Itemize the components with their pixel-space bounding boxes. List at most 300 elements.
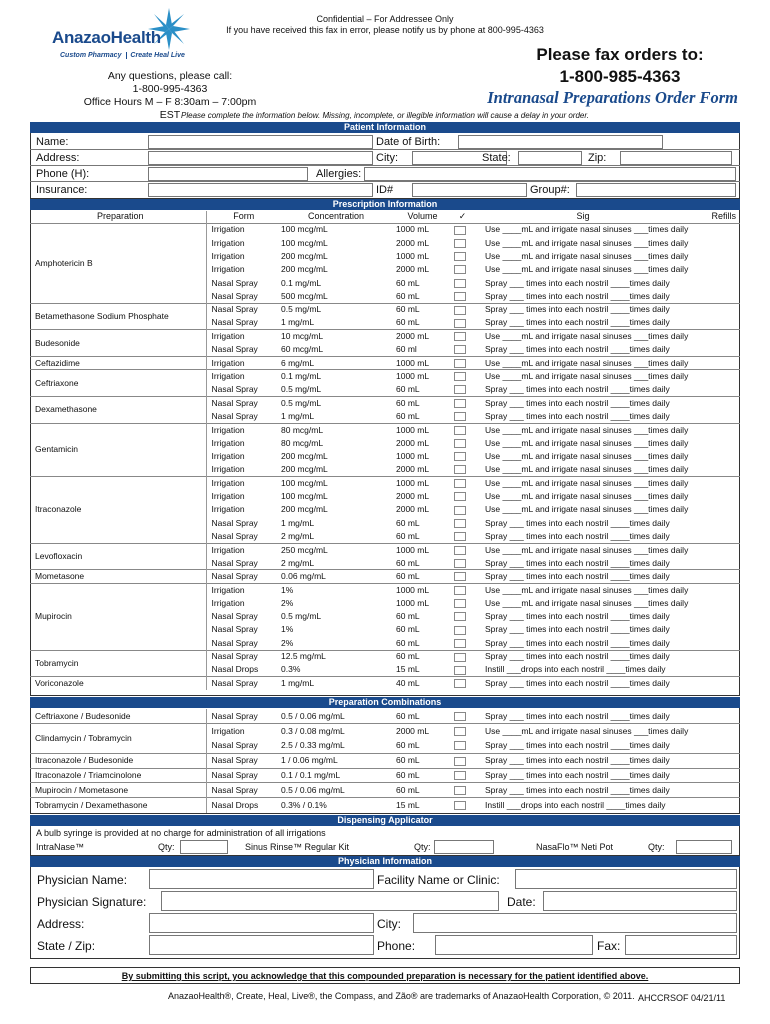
- refills-cell[interactable]: [690, 423, 740, 436]
- concentration-cell: 0.1 mg/mL: [281, 371, 322, 382]
- form-cell: Irrigation: [211, 491, 245, 502]
- instructions: Please complete the information below. Missing, incomplete, or illegible information will cause a delay in your order.: [181, 111, 589, 120]
- select-checkbox-cell: [449, 223, 471, 236]
- physician-address-field[interactable]: [149, 913, 374, 933]
- sig-cell[interactable]: Spray ___ times into each nostril ____times daily: [485, 710, 670, 721]
- preparation-name: Levofloxacin: [30, 543, 206, 570]
- select-checkbox[interactable]: [454, 265, 466, 274]
- table-row: [30, 677, 740, 690]
- select-checkbox-cell: [449, 490, 471, 503]
- dispensing-items: IntraNase™ Qty: Sinus Rinse™ Regular Kit Qty: NasaFlo™ Neti Pot Qty:: [30, 840, 740, 855]
- select-checkbox-cell: [449, 583, 471, 596]
- patient-address-field[interactable]: [148, 151, 373, 165]
- refills-cell[interactable]: [690, 383, 740, 396]
- volume-cell: 60 mL: [396, 710, 420, 721]
- select-checkbox[interactable]: [454, 226, 466, 235]
- refills-cell[interactable]: [690, 410, 740, 423]
- sig-cell[interactable]: Use ____mL and irrigate nasal sinuses ___times daily: [485, 584, 689, 595]
- sinus-rinse-qty[interactable]: [434, 840, 494, 854]
- form-cell: Irrigation: [211, 264, 245, 275]
- sig-cell[interactable]: Spray ___ times into each nostril ____times daily: [485, 678, 670, 689]
- concentration-cell: 0.3 / 0.08 mg/mL: [281, 725, 345, 736]
- patient-state-field[interactable]: [518, 151, 582, 165]
- refills-cell[interactable]: [690, 223, 740, 236]
- concentration-cell: 6 mg/mL: [281, 357, 315, 368]
- refills-cell[interactable]: [690, 530, 740, 543]
- sig-cell[interactable]: Spray ___ times into each nostril ____times daily: [485, 624, 670, 635]
- refills-cell[interactable]: [690, 290, 740, 303]
- select-checkbox[interactable]: [454, 519, 466, 528]
- table-row: [30, 650, 740, 663]
- sig-cell[interactable]: Use ____mL and irrigate nasal sinuses ___times daily: [485, 357, 689, 368]
- select-checkbox[interactable]: [454, 439, 466, 448]
- select-checkbox[interactable]: [454, 653, 466, 662]
- sig-cell[interactable]: Spray ___ times into each nostril ____times daily: [485, 344, 670, 355]
- intranase-qty[interactable]: [180, 840, 228, 854]
- acknowledgement: By submitting this script, you acknowledge that this compounded preparation is necessary for the patient identified above.: [30, 967, 740, 984]
- select-checkbox-cell: [449, 783, 471, 798]
- sig-cell[interactable]: Spray ___ times into each nostril ____times daily: [485, 530, 670, 541]
- refills-cell[interactable]: [690, 637, 740, 650]
- sig-cell[interactable]: Spray ___ times into each nostril ____times daily: [485, 517, 670, 528]
- table-row: [30, 768, 740, 783]
- select-checkbox[interactable]: [454, 612, 466, 621]
- col-form: Form: [233, 211, 255, 222]
- refills-cell[interactable]: [690, 583, 740, 596]
- form-cell: Nasal Drops: [211, 664, 259, 675]
- concentration-cell: 0.5 / 0.06 mg/mL: [281, 784, 345, 795]
- concentration-cell: 0.5 mg/mL: [281, 611, 322, 622]
- refills-cell[interactable]: [690, 610, 740, 623]
- concentration-cell: 2 mg/mL: [281, 557, 315, 568]
- form-cell: Irrigation: [211, 371, 245, 382]
- patient-name-field[interactable]: [148, 135, 373, 149]
- volume-cell: 2000 mL: [396, 331, 430, 342]
- insurance-field[interactable]: [148, 183, 373, 197]
- table-row: [30, 477, 740, 490]
- form-cell: Nasal Spray: [211, 637, 258, 648]
- dispensing-band: Dispensing Applicator: [30, 815, 740, 826]
- refills-cell[interactable]: [690, 650, 740, 663]
- select-checkbox-cell: [449, 410, 471, 423]
- concentration-cell: 1 mg/mL: [281, 517, 315, 528]
- concentration-cell: 1 mg/mL: [281, 678, 315, 689]
- volume-cell: 1000 mL: [396, 424, 430, 435]
- table-row: [30, 709, 740, 724]
- sig-cell[interactable]: Spray ___ times into each nostril ____times daily: [485, 557, 670, 568]
- refills-cell[interactable]: [690, 370, 740, 383]
- bulb-syringe-note: A bulb syringe is provided at no charge for administration of all irrigations: [36, 828, 326, 838]
- sig-cell[interactable]: Use ____mL and irrigate nasal sinuses ___times daily: [485, 544, 689, 555]
- form-cell: Nasal Spray: [211, 624, 258, 635]
- dob-field[interactable]: [458, 135, 663, 149]
- volume-cell: 1000 mL: [396, 477, 430, 488]
- refills-cell[interactable]: [690, 343, 740, 356]
- select-checkbox[interactable]: [454, 399, 466, 408]
- physician-signature-field[interactable]: [161, 891, 499, 911]
- select-checkbox-cell: [449, 290, 471, 303]
- concentration-cell: 0.5 / 0.06 mg/mL: [281, 710, 345, 721]
- prescription-info-band: Prescription Information: [30, 199, 740, 210]
- sig-cell[interactable]: Use ____mL and irrigate nasal sinuses ___times daily: [485, 597, 689, 608]
- preparation-name: Clindamycin / Tobramycin: [30, 724, 206, 754]
- refills-cell[interactable]: [690, 437, 740, 450]
- fax-orders: Please fax orders to: 1-800-985-4363: [536, 45, 704, 86]
- concentration-cell: 100 mcg/mL: [281, 237, 328, 248]
- refills-cell[interactable]: [690, 570, 740, 583]
- refills-cell[interactable]: [690, 263, 740, 276]
- table-row: [30, 330, 740, 343]
- sig-cell[interactable]: Spray ___ times into each nostril ____times daily: [485, 755, 670, 766]
- volume-cell: 15 mL: [396, 799, 420, 810]
- sig-cell[interactable]: Spray ___ times into each nostril ____times daily: [485, 784, 670, 795]
- form-cell: Nasal Spray: [211, 304, 258, 315]
- select-checkbox-cell: [449, 343, 471, 356]
- table-row: [30, 543, 740, 556]
- select-checkbox[interactable]: [454, 412, 466, 421]
- preparation-name: Voriconazole: [30, 677, 206, 690]
- volume-cell: 60 mL: [396, 557, 420, 568]
- select-checkbox-cell: [449, 250, 471, 263]
- sig-cell[interactable]: Spray ___ times into each nostril ____times daily: [485, 611, 670, 622]
- patient-zip-field[interactable]: [620, 151, 732, 165]
- select-checkbox-cell: [449, 316, 471, 329]
- select-checkbox[interactable]: [454, 279, 466, 288]
- volume-cell: 60 mL: [396, 651, 420, 662]
- volume-cell: 60 mL: [396, 571, 420, 582]
- refills-cell[interactable]: [690, 330, 740, 343]
- select-checkbox-cell: [449, 423, 471, 436]
- refills-cell[interactable]: [690, 623, 740, 636]
- select-checkbox[interactable]: [454, 639, 466, 648]
- select-checkbox[interactable]: [454, 306, 466, 315]
- concentration-cell: 0.5 mg/mL: [281, 397, 322, 408]
- select-checkbox-cell: [449, 263, 471, 276]
- patient-phone-field[interactable]: [148, 167, 308, 181]
- form-cell: Nasal Spray: [211, 611, 258, 622]
- concentration-cell: 1 mg/mL: [281, 410, 315, 421]
- form-cell: Nasal Spray: [211, 344, 258, 355]
- table-row: [30, 753, 740, 768]
- concentration-cell: 12.5 mg/mL: [281, 651, 326, 662]
- sig-cell[interactable]: Use ____mL and irrigate nasal sinuses ___times daily: [485, 371, 689, 382]
- physician-section: Physician Name: Facility Name or Clinic: Physician Signature: Date: Address: City: State / Zip: Phone: Fax:: [30, 867, 740, 959]
- refills-cell[interactable]: [690, 724, 740, 739]
- form-cell: Nasal Spray: [211, 277, 258, 288]
- contact-info: Any questions, please call: 1-800-995-4363 Office Hours M – F 8:30am – 7:00pm EST: [83, 70, 257, 121]
- select-checkbox[interactable]: [454, 492, 466, 501]
- refills-cell[interactable]: [690, 276, 740, 289]
- refills-cell[interactable]: [690, 356, 740, 369]
- concentration-cell: 250 mcg/mL: [281, 544, 328, 555]
- select-checkbox-cell: [449, 450, 471, 463]
- refills-cell[interactable]: [690, 463, 740, 476]
- sig-cell[interactable]: Spray ___ times into each nostril ____times daily: [485, 651, 670, 662]
- refills-cell[interactable]: [690, 677, 740, 690]
- sig-cell[interactable]: Use ____mL and irrigate nasal sinuses ___times daily: [485, 451, 689, 462]
- select-checkbox[interactable]: [454, 426, 466, 435]
- form-cell: Irrigation: [211, 331, 245, 342]
- select-checkbox-cell: [449, 530, 471, 543]
- refills-cell[interactable]: [690, 477, 740, 490]
- physician-state-zip-field[interactable]: [149, 935, 374, 955]
- refills-cell[interactable]: [690, 303, 740, 316]
- select-checkbox[interactable]: [454, 771, 466, 780]
- insurance-id-field[interactable]: [412, 183, 527, 197]
- sig-cell[interactable]: Spray ___ times into each nostril ____times daily: [485, 410, 670, 421]
- preparation-name: Mupirocin: [30, 583, 206, 650]
- sig-cell[interactable]: Use ____mL and irrigate nasal sinuses ___times daily: [485, 331, 689, 342]
- allergies-field[interactable]: [364, 167, 736, 181]
- physician-phone-field[interactable]: [435, 935, 593, 955]
- confidential-notice: Confidential – For Addressee Only If you have received this fax in error, please notify us by phone at 800-995-4363: [226, 14, 544, 35]
- volume-cell: 60 mL: [396, 517, 420, 528]
- select-checkbox[interactable]: [454, 319, 466, 328]
- col-refills: Refills: [711, 211, 736, 222]
- form-cell: Irrigation: [211, 224, 245, 235]
- select-checkbox[interactable]: [454, 786, 466, 795]
- concentration-cell: 500 mcg/mL: [281, 290, 328, 301]
- select-checkbox-cell: [449, 597, 471, 610]
- physician-name-field[interactable]: [149, 869, 374, 889]
- refills-cell[interactable]: [690, 396, 740, 409]
- select-checkbox-cell: [449, 396, 471, 409]
- form-cell: Nasal Spray: [211, 784, 258, 795]
- patient-info-band: Patient Information: [30, 122, 740, 133]
- select-checkbox-cell: [449, 570, 471, 583]
- refills-cell[interactable]: [690, 250, 740, 263]
- refills-cell[interactable]: [690, 543, 740, 556]
- select-checkbox[interactable]: [454, 572, 466, 581]
- preparation-name: Budesonide: [30, 330, 206, 357]
- select-checkbox[interactable]: [454, 479, 466, 488]
- volume-cell: 2000 mL: [396, 491, 430, 502]
- form-cell: Irrigation: [211, 597, 245, 608]
- sig-cell[interactable]: Use ____mL and irrigate nasal sinuses ___times daily: [485, 237, 689, 248]
- select-checkbox[interactable]: [454, 532, 466, 541]
- preparation-name: Itraconazole: [30, 477, 206, 544]
- date-field[interactable]: [543, 891, 737, 911]
- volume-cell: 60 mL: [396, 637, 420, 648]
- form-cell: Nasal Spray: [211, 290, 258, 301]
- select-checkbox[interactable]: [454, 345, 466, 354]
- select-checkbox[interactable]: [454, 359, 466, 368]
- preparation-name: Itraconazole / Triamcinolone: [30, 768, 206, 783]
- volume-cell: 60 mL: [396, 384, 420, 395]
- select-checkbox[interactable]: [454, 599, 466, 608]
- select-checkbox[interactable]: [454, 757, 466, 766]
- select-checkbox-cell: [449, 753, 471, 768]
- volume-cell: 1000 mL: [396, 250, 430, 261]
- select-checkbox[interactable]: [454, 801, 466, 810]
- sig-cell[interactable]: Use ____mL and irrigate nasal sinuses ___times daily: [485, 725, 689, 736]
- form-cell: Nasal Spray: [211, 651, 258, 662]
- physician-city-field[interactable]: [413, 913, 737, 933]
- refills-cell[interactable]: [690, 753, 740, 768]
- concentration-cell: 80 mcg/mL: [281, 437, 324, 448]
- patient-row-4: Insurance: ID# Group#:: [30, 182, 740, 198]
- preparation-name: Ceftriaxone / Budesonide: [30, 709, 206, 724]
- refills-cell[interactable]: [690, 316, 740, 329]
- volume-cell: 15 mL: [396, 664, 420, 675]
- form-cell: Nasal Spray: [211, 517, 258, 528]
- sig-cell[interactable]: Use ____mL and irrigate nasal sinuses ___times daily: [485, 424, 689, 435]
- select-checkbox[interactable]: [454, 626, 466, 635]
- neti-pot-qty[interactable]: [676, 840, 732, 854]
- sig-cell[interactable]: Use ____mL and irrigate nasal sinuses ___times daily: [485, 477, 689, 488]
- select-checkbox-cell: [449, 798, 471, 813]
- sig-cell[interactable]: Spray ___ times into each nostril ____times daily: [485, 277, 670, 288]
- refills-cell[interactable]: [690, 768, 740, 783]
- form-cell: Nasal Spray: [211, 755, 258, 766]
- physician-band: Physician Information: [30, 856, 740, 867]
- volume-cell: 60 mL: [396, 290, 420, 301]
- select-checkbox[interactable]: [454, 559, 466, 568]
- select-checkbox-cell: [449, 517, 471, 530]
- preparation-name: Ceftriaxone: [30, 370, 206, 397]
- concentration-cell: 200 mcg/mL: [281, 451, 328, 462]
- refills-cell[interactable]: [690, 663, 740, 676]
- select-checkbox-cell: [449, 637, 471, 650]
- col-check: ✓: [458, 211, 467, 222]
- concentration-cell: 2 mg/mL: [281, 530, 315, 541]
- facility-field[interactable]: [515, 869, 737, 889]
- refills-cell[interactable]: [690, 450, 740, 463]
- select-checkbox[interactable]: [454, 292, 466, 301]
- select-checkbox-cell: [449, 709, 471, 724]
- preparation-name: Itraconazole / Budesonide: [30, 753, 206, 768]
- physician-fax-field[interactable]: [625, 935, 737, 955]
- sig-cell[interactable]: Spray ___ times into each nostril ____times daily: [485, 384, 670, 395]
- refills-cell[interactable]: [690, 236, 740, 249]
- form-cell: Nasal Spray: [211, 317, 258, 328]
- patient-row-2: Address: City: State: Zip:: [30, 150, 740, 166]
- refills-cell[interactable]: [690, 557, 740, 570]
- select-checkbox-cell: [449, 768, 471, 783]
- select-checkbox-cell: [449, 370, 471, 383]
- sig-cell[interactable]: Use ____mL and irrigate nasal sinuses ___times daily: [485, 224, 689, 235]
- concentration-cell: 0.06 mg/mL: [281, 571, 326, 582]
- select-checkbox-cell: [449, 557, 471, 570]
- table-row: [30, 223, 740, 236]
- col-concentration: Concentration: [307, 211, 365, 222]
- select-checkbox[interactable]: [454, 727, 466, 736]
- table-row: [30, 570, 740, 583]
- form-cell: Nasal Spray: [211, 557, 258, 568]
- sig-cell[interactable]: Spray ___ times into each nostril ____times daily: [485, 637, 670, 648]
- patient-row-3: Phone (H): Allergies:: [30, 166, 740, 182]
- sig-cell[interactable]: Use ____mL and irrigate nasal sinuses ___times daily: [485, 504, 689, 515]
- select-checkbox-cell: [449, 543, 471, 556]
- sig-cell[interactable]: Use ____mL and irrigate nasal sinuses ___times daily: [485, 464, 689, 475]
- refills-cell[interactable]: [690, 517, 740, 530]
- select-checkbox[interactable]: [454, 506, 466, 515]
- sig-cell[interactable]: Use ____mL and irrigate nasal sinuses ___times daily: [485, 437, 689, 448]
- select-checkbox[interactable]: [454, 679, 466, 688]
- sig-cell[interactable]: Use ____mL and irrigate nasal sinuses ___times daily: [485, 250, 689, 261]
- select-checkbox[interactable]: [454, 385, 466, 394]
- table-row: [30, 798, 740, 813]
- sig-cell[interactable]: Instill ___drops into each nostril ____times daily: [485, 799, 666, 810]
- sig-cell[interactable]: Spray ___ times into each nostril ____times daily: [485, 397, 670, 408]
- form-cell: Nasal Spray: [211, 397, 258, 408]
- select-checkbox[interactable]: [454, 712, 466, 721]
- sig-cell[interactable]: Spray ___ times into each nostril ____times daily: [485, 290, 670, 301]
- select-checkbox-cell: [449, 356, 471, 369]
- select-checkbox[interactable]: [454, 465, 466, 474]
- volume-cell: 60 mL: [396, 277, 420, 288]
- col-sig: Sig: [576, 211, 590, 222]
- form-cell: Irrigation: [211, 464, 245, 475]
- refills-cell[interactable]: [690, 490, 740, 503]
- preparation-name: Betamethasone Sodium Phosphate: [30, 303, 206, 330]
- refills-cell[interactable]: [690, 783, 740, 798]
- logo-tagline: Custom Pharmacy Create Heal Live: [60, 52, 185, 59]
- select-checkbox-cell: [449, 724, 471, 739]
- concentration-cell: 100 mcg/mL: [281, 224, 328, 235]
- sig-cell[interactable]: Spray ___ times into each nostril ____times daily: [485, 317, 670, 328]
- table-row: [30, 724, 740, 739]
- form-cell: Irrigation: [211, 725, 245, 736]
- concentration-cell: 1 / 0.06 mg/mL: [281, 755, 338, 766]
- concentration-cell: 1%: [281, 624, 294, 635]
- form-cell: Nasal Spray: [211, 710, 258, 721]
- col-volume: Volume: [407, 211, 438, 222]
- select-checkbox[interactable]: [454, 252, 466, 261]
- select-checkbox-cell: [449, 623, 471, 636]
- select-checkbox[interactable]: [454, 372, 466, 381]
- sig-cell[interactable]: Spray ___ times into each nostril ____times daily: [485, 571, 670, 582]
- volume-cell: 1000 mL: [396, 597, 430, 608]
- select-checkbox[interactable]: [454, 741, 466, 750]
- table-row: [30, 356, 740, 369]
- sig-cell[interactable]: Spray ___ times into each nostril ____times daily: [485, 304, 670, 315]
- sig-cell[interactable]: Use ____mL and irrigate nasal sinuses ___times daily: [485, 264, 689, 275]
- table-row: [30, 783, 740, 798]
- select-checkbox[interactable]: [454, 586, 466, 595]
- sig-cell[interactable]: Spray ___ times into each nostril ____times daily: [485, 770, 670, 781]
- select-checkbox-cell: [449, 677, 471, 690]
- sig-cell[interactable]: Use ____mL and irrigate nasal sinuses ___times daily: [485, 491, 689, 502]
- select-checkbox[interactable]: [454, 239, 466, 248]
- select-checkbox-cell: [449, 610, 471, 623]
- patient-row-1: Name: Date of Birth:: [30, 134, 740, 150]
- form-cell: Irrigation: [211, 451, 245, 462]
- combinations-table: [30, 709, 740, 813]
- form-code: AHCCRSOF 04/21/11: [638, 993, 726, 1003]
- form-cell: Nasal Spray: [211, 770, 258, 781]
- select-checkbox[interactable]: [454, 452, 466, 461]
- sig-cell[interactable]: Spray ___ times into each nostril ____times daily: [485, 740, 670, 751]
- refills-cell[interactable]: [690, 709, 740, 724]
- refills-cell[interactable]: [690, 597, 740, 610]
- sig-cell[interactable]: Instill ___drops into each nostril ____times daily: [485, 664, 666, 675]
- table-row: [30, 370, 740, 383]
- select-checkbox[interactable]: [454, 666, 466, 675]
- concentration-cell: 0.1 / 0.1 mg/mL: [281, 770, 341, 781]
- refills-cell[interactable]: [690, 503, 740, 516]
- group-field[interactable]: [576, 183, 736, 197]
- form-cell: Irrigation: [211, 250, 245, 261]
- refills-cell[interactable]: [690, 798, 740, 813]
- logo-wordmark: AnazaoHealth: [52, 28, 161, 47]
- select-checkbox-cell: [449, 663, 471, 676]
- volume-cell: 60 mL: [396, 784, 420, 795]
- refills-cell[interactable]: [690, 739, 740, 754]
- select-checkbox[interactable]: [454, 332, 466, 341]
- select-checkbox[interactable]: [454, 546, 466, 555]
- volume-cell: 2000 mL: [396, 437, 430, 448]
